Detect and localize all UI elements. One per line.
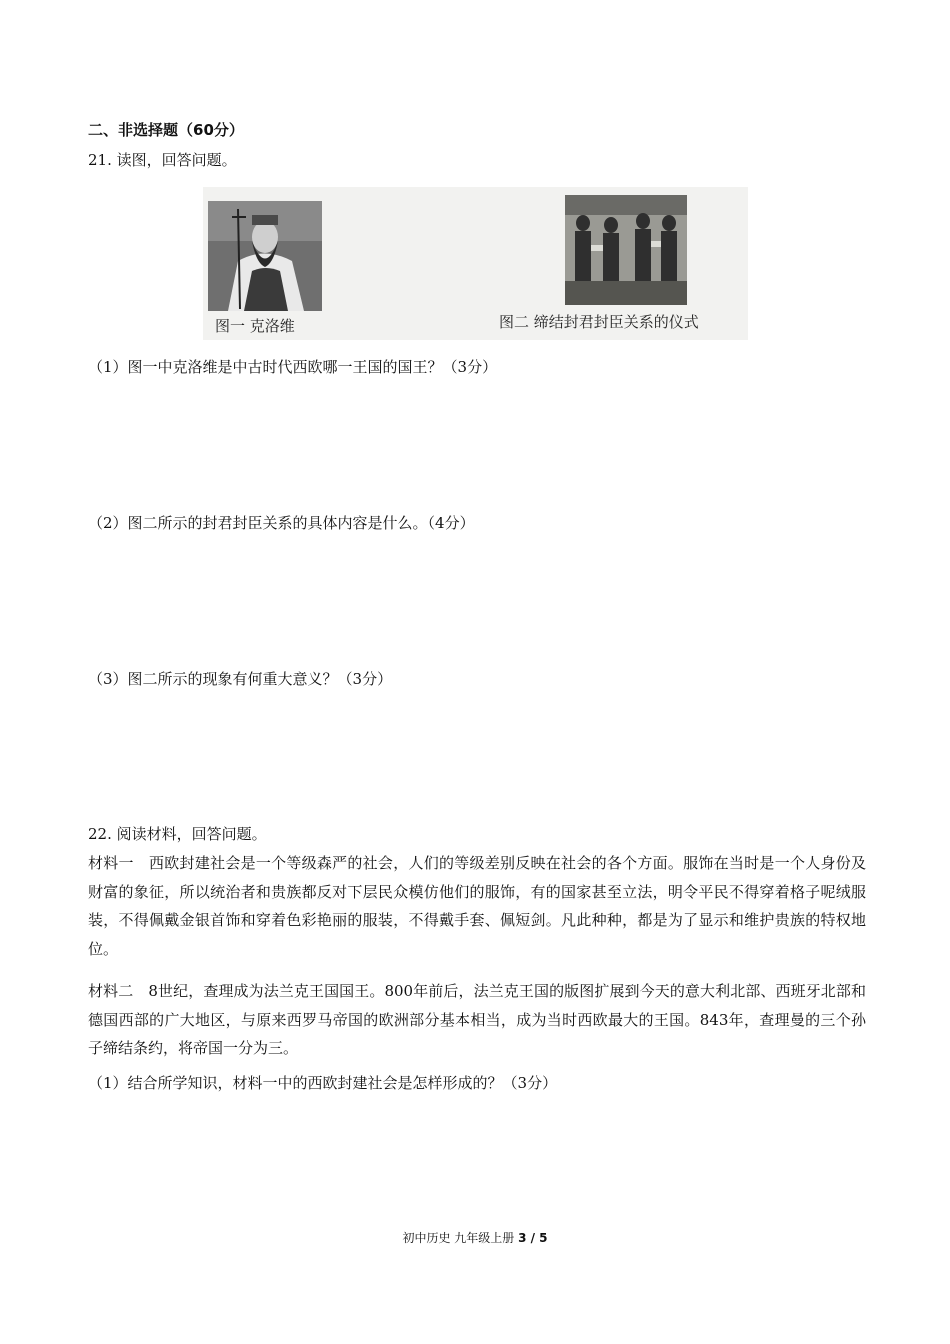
section-title: 二、非选择题（60分） [88, 121, 244, 139]
question-21-stem: 21. 读图，回答问题。 [88, 151, 237, 169]
page-footer [0, 1229, 950, 1246]
question-22-stem: 22. 阅读材料，回答问题。 [88, 825, 267, 843]
material-2: 材料二 8世纪，查理成为法兰克王国国王。800年前后，法兰克王国的版图扩展到今天的意大利北部、西班牙北部和德国西部的广大地区，与原来西罗马帝国的欧洲部分基本相当，成为当时西欧最大的王国。843年，查理曼的三个孙子缔结条约，将帝国一分为三。 [88, 982, 866, 1057]
page-number: 3 / 5 [518, 1231, 548, 1245]
footer-text: 初中历史 九年级上册 [402, 1231, 519, 1245]
question-21-sub-2: （2）图二所示的封君封臣关系的具体内容是什么。（4分） [88, 514, 475, 532]
question-21-sub-3: （3）图二所示的现象有何重大意义？（3分） [88, 670, 393, 688]
figure-2-caption: 图二 缔结封君封臣关系的仪式 [499, 313, 699, 331]
material-1: 材料一 西欧封建社会是一个等级森严的社会，人们的等级差别反映在社会的各个方面。服饰在当时是一个人身份及财富的象征，所以统治者和贵族都反对下层民众模仿他们的服饰，有的国家甚至立法，明令平民不得穿着格子呢绒服装，不得佩戴金银首饰和穿着色彩艳丽的服装，不得戴手套、佩短剑。凡此种种，都是为了显示和维护贵族的特权地位。 [88, 854, 866, 958]
question-22-sub-1: （1）结合所学知识，材料一中的西欧封建社会是怎样形成的？（3分） [88, 1074, 558, 1092]
clovis-portrait-image [208, 201, 322, 311]
vassalage-ceremony-image [565, 195, 687, 305]
figure-1-caption: 图一 克洛维 [215, 317, 295, 335]
question-21-sub-1: （1）图一中克洛维是中古时代西欧哪一王国的国王？（3分） [88, 358, 498, 376]
